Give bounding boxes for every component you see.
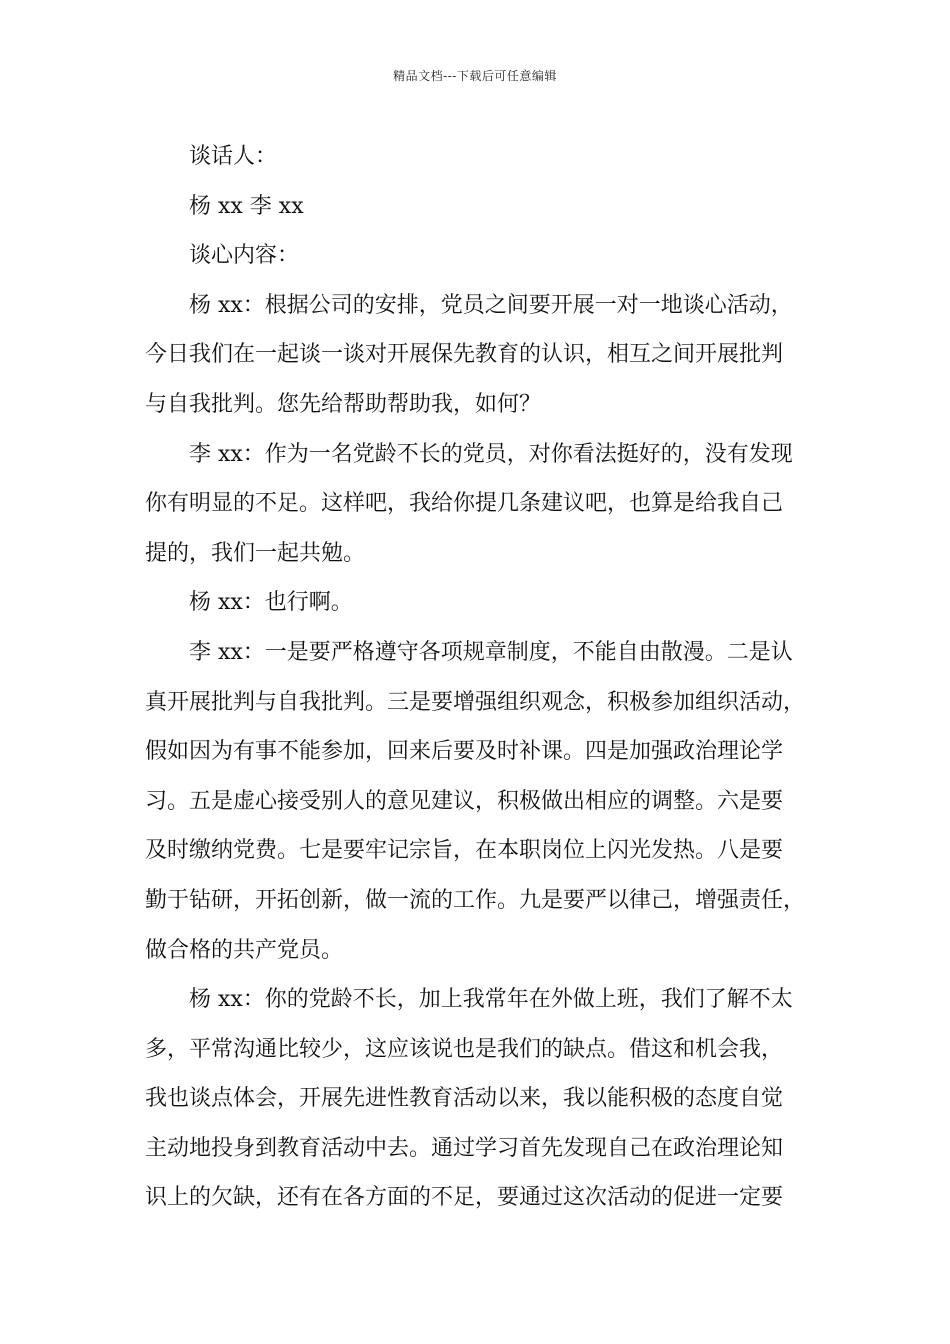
- text-line: 识上的欠缺，还有在各方面的不足，要通过这次活动的促进一定要: [145, 1185, 784, 1211]
- text-line: 与自我批判。您先给帮助帮助我，如何？: [145, 391, 542, 417]
- text-line: 你有明显的不足。这样吧，我给你提几条建议吧，也算是给我自己: [145, 491, 784, 517]
- text-line: 勤于钻研，开拓创新，做一流的工作。九是要严以律己，增强责任，: [145, 887, 806, 913]
- text-line: 谈话人：: [189, 144, 278, 169]
- text-line: 及时缴纳党费。七是要牢记宗旨，在本职岗位上闪光发热。八是要: [145, 838, 784, 864]
- text-line: 我也谈点体会，开展先进性教育活动以来，我以能积极的态度自觉: [145, 1086, 784, 1112]
- text-line: 李 xx：一是要严格遵守各项规章制度，不能自由散漫。二是认: [189, 639, 793, 665]
- text-line: 假如因为有事不能参加，回来后要及时补课。四是加强政治理论学: [145, 739, 784, 765]
- text-line: 提的，我们一起共勉。: [145, 540, 366, 566]
- text-line: 杨 xx：也行啊。: [189, 590, 353, 616]
- text-line: 杨 xx：根据公司的安排，党员之间要开展一对一地谈心活动，: [189, 292, 793, 318]
- document-body: [145, 132, 825, 1223]
- text-line: 杨 xx：你的党龄不长，加上我常年在外做上班，我们了解不太: [189, 987, 793, 1013]
- text-line: 主动地投身到教育活动中去。通过学习首先发现自己在政治理论知: [145, 1135, 784, 1161]
- text-line: 李 xx：作为一名党龄不长的党员，对你看法挺好的，没有发现: [189, 441, 793, 467]
- text-line: 真开展批判与自我批判。三是要增强组织观念，积极参加组织活动，: [145, 689, 806, 715]
- text-line: 做合格的共产党员。: [145, 937, 344, 963]
- text-line: 杨 xx 李 xx: [189, 193, 304, 219]
- text-line: 习。五是虚心接受别人的意见建议，积极做出相应的调整。六是要: [145, 788, 784, 814]
- text-line: 今日我们在一起谈一谈对开展保先教育的认识，相互之间开展批判: [145, 342, 784, 368]
- text-line: 多，平常沟通比较少，这应该说也是我们的缺点。借这和机会我，: [145, 1036, 784, 1062]
- page-header: 精品文档---下载后可任意编辑: [393, 69, 557, 83]
- text-line: 谈心内容：: [189, 243, 300, 269]
